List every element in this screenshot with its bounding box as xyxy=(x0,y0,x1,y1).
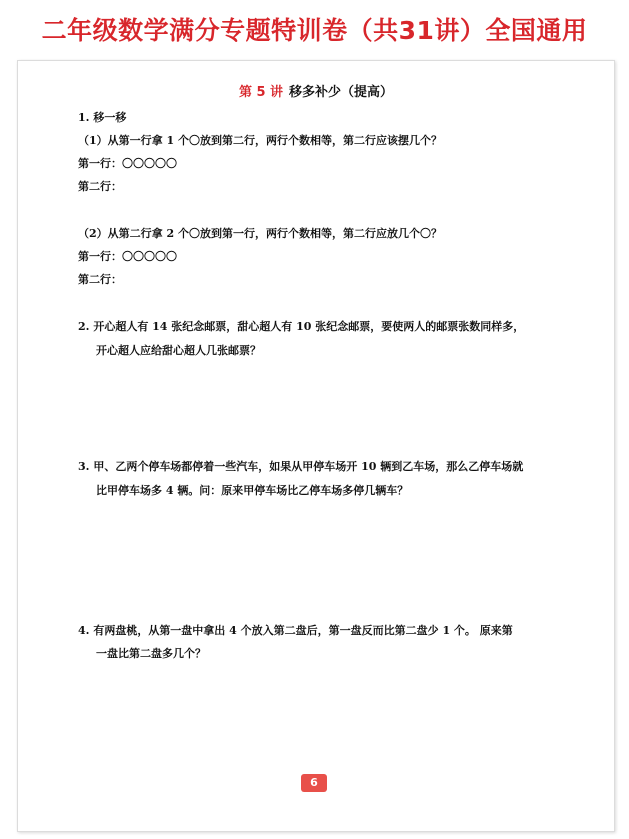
row-label: 第一行： xyxy=(78,157,122,170)
question-1-part-1: （1）从第一行拿 1 个〇放到第二行，两行个数相等，第二行应该摆几个？ xyxy=(78,134,442,147)
row-label: 第一行： xyxy=(78,250,122,263)
question-1-part-2: （2）从第二行拿 2 个〇放到第一行，两行个数相等，第二行应放几个〇？ xyxy=(78,227,442,240)
circle-row: 〇〇〇〇〇 xyxy=(122,157,177,170)
question-4-line-1: 4. 有两盘桃，从第一盘中拿出 4 个放入第二盘后，第一盘反而比第二盘少 1 个。 原来第 xyxy=(78,624,513,637)
banner xyxy=(0,0,629,58)
question-2-line-2: 开心超人应给甜心超人几张邮票？ xyxy=(96,344,261,357)
question-4-line-2: 一盘比第二盘多几个？ xyxy=(96,647,206,660)
question-3-line-2: 比甲停车场多 4 辆。问：原来甲停车场比乙停车场多停几辆车？ xyxy=(96,484,409,497)
q1p1-row-2: 第二行： xyxy=(78,180,122,193)
circle-row: 〇〇〇〇〇 xyxy=(122,250,177,263)
worksheet-page xyxy=(17,60,615,832)
q1p1-row-1 xyxy=(78,155,177,171)
banner-title: 二年级数学满分专题特训卷（共31讲）全国通用 xyxy=(41,16,588,45)
page-number-badge: 6 xyxy=(301,774,327,792)
lesson-number: 第 5 讲 xyxy=(238,85,284,100)
q1p2-row-2: 第二行： xyxy=(78,273,122,286)
lesson-heading xyxy=(18,81,614,100)
question-2-line-1: 2. 开心超人有 14 张纪念邮票，甜心超人有 10 张纪念邮票，要使两人的邮票张数同样多， xyxy=(78,320,525,333)
q1p2-row-1 xyxy=(78,248,177,264)
question-1-title: 1. 移一移 xyxy=(78,111,127,124)
lesson-name: 移多补少（提高） xyxy=(289,85,394,100)
question-3-line-1: 3. 甲、乙两个停车场都停着一些汽车，如果从甲停车场开 10 辆到乙车场，那么乙停车场就 xyxy=(78,460,524,473)
